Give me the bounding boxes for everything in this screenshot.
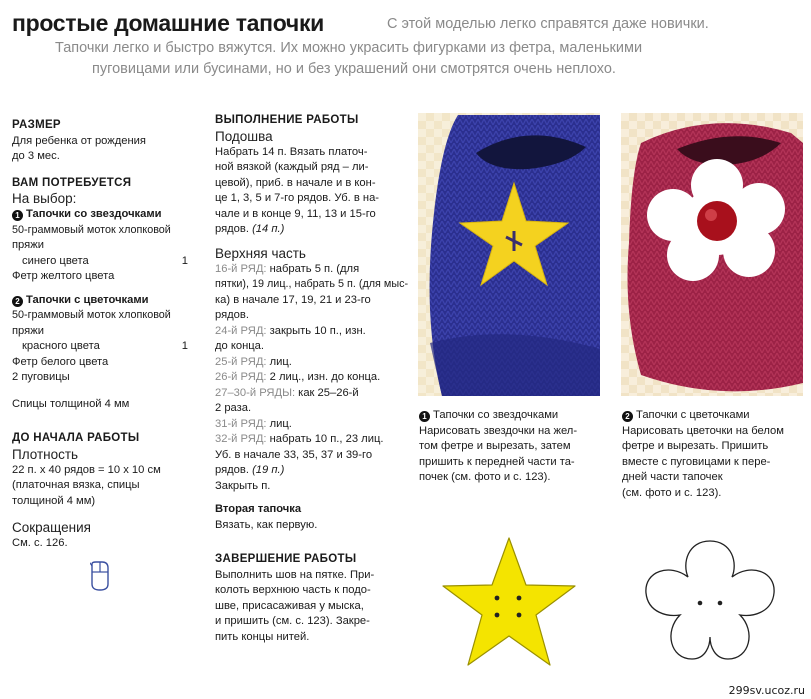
variant-2-qty: 1 [181,340,188,352]
density-title: Плотность [12,446,79,462]
upper-stitch-count: (19 п.) [252,464,285,476]
upper-row-16-l4: рядов. [215,309,249,321]
variant-1-marker: 1 [12,210,23,221]
page-subtitle: С этой моделью легко справятся даже новички. [387,16,709,32]
size-heading: РАЗМЕР [12,119,61,131]
variant-1-line-4: Фетр желтого цвета [12,270,115,282]
row-31-label: 31-й РЯД: [215,417,267,430]
abbr-text: См. с. 126. [12,537,68,549]
flower-template [640,535,780,665]
density-line-2: (платочная вязка, спицы [12,479,140,491]
sole-line-5: чале и в конце 9, 11, 13 и 15-го [215,207,376,220]
upper-rows-27-30-l2: 2 раза. [215,402,252,414]
row-32-label: 32-й РЯД: [215,433,267,445]
upper-row-31 [215,417,405,433]
upper-row-32-l3 [215,463,405,479]
caption-1-line-4: почек (см. фото и с. 123). [419,471,551,483]
needles-text: Спицы толщиной 4 мм [12,397,130,410]
star-template [440,535,578,670]
row-16-label: 16-й РЯД: [215,262,267,275]
finish-line-3: шве, присасаживая у мыска, [215,599,364,612]
variant-2-line-1: 50-граммовый моток хлопковой [12,309,171,321]
variant-2-marker: 2 [12,296,23,307]
upper-row-25 [215,355,405,371]
photo-blue-slipper [418,113,600,396]
caption-1-marker: 1 [419,411,430,422]
caption-2-line-5: (см. фото и с. 123). [622,486,722,499]
variant-2-title-text: Тапочки с цветочками [26,293,149,306]
upper-row-32-l2: Уб. в начале 33, 35, 37 и 39-го [215,448,373,461]
sole-line-4: це 1, 3, 5 и 7-го рядов. Уб. в на- [215,192,380,204]
caption-2-line-4: дней части тапочек [622,471,723,483]
rows-27-30-text: как 25–26-й [295,386,359,399]
row-24-label: 24-й РЯД: [215,324,267,337]
upper-row-32-l5: Закрыть п. [215,479,271,492]
variant-1-title [12,207,188,223]
sole-line-1: Набрать 14 п. Вязать платоч- [215,145,368,158]
caption-1 [419,408,604,486]
variant-2-title [12,293,188,309]
variant-1-line-1: 50-граммовый моток хлопковой [12,223,171,236]
watermark: 299sv.ucoz.ru [728,684,805,697]
row-25-label: 25-й РЯД: [215,355,267,368]
caption-1-line-2: том фетре и вырезать, затем [419,440,571,452]
variant-2-qty-row [12,339,188,355]
size-text-2: до 3 мес. [12,150,60,162]
upper-row-24 [215,324,405,340]
row-31-text: лиц. [266,417,292,430]
upper-row-24-l2: до конца. [215,340,265,352]
upper-row-26 [215,370,405,386]
caption-2-marker: 2 [622,411,633,422]
caption-2-line-2: фетре и вырезать. Пришить [622,440,769,452]
caption-2-line-3: вместе с пуговицами к пере- [622,455,771,468]
sole-line-6 [215,222,405,238]
before-heading: ДО НАЧАЛА РАБОТЫ [12,432,140,444]
middle-column [215,113,409,645]
row-25-text: лиц. [266,355,292,368]
variant-1-title-text: Тапочки со звездочками [26,208,162,220]
page-title: простые домашние тапочки [12,10,325,36]
second-text: Вязать, как первую. [215,518,318,531]
sole-title: Подошва [215,128,273,144]
size-text-1: Для ребенка от рождения [12,134,146,147]
sole-stitch-count: (14 п.) [252,223,285,235]
row-32-l3-text: рядов. [215,464,249,476]
finish-line-4: и пришить (см. с. 123). Закре- [215,615,370,627]
left-column [12,118,188,552]
variant-1-qty: 1 [181,254,188,267]
sole-line-2: ной вязкой (каждый ряд – ли- [215,161,369,173]
needs-heading: ВАМ ПОТРЕБУЕТСЯ [12,176,132,189]
variant-2-line-3: красного цвета [22,340,100,352]
sole-line-3: цевой), приб. в начале и в кон- [215,176,376,189]
mouse-icon [90,560,110,592]
caption-2-title-text: Тапочки с цветочками [636,409,750,421]
caption-1-line-3: пришить к передней части та- [419,455,575,468]
intro-line-1: Тапочки легко и быстро вяжутся. Их можно украсить фигурками из фетра, маленькими [55,40,643,56]
sole-line-6-text: рядов. [215,223,249,235]
intro-line-2: пуговицами или бусинами, но и без украшений они смотрятся очень неплохо. [92,61,616,77]
upper-row-16-l2: пятки), 19 лиц., набрать 5 п. (для мыс- [215,278,409,290]
caption-2-title [622,408,807,424]
upper-rows-27-30 [215,386,405,402]
finish-line-2: колоть верхнюю часть к подо- [215,584,371,596]
abbr-title: Сокращения [12,520,91,535]
choice-label: На выбор: [12,191,77,206]
variant-2-line-4: Фетр белого цвета [12,355,109,368]
rows-27-30-label: 27–30-й РЯДЫ: [215,386,296,399]
variant-2-line-2: пряжи [12,324,44,337]
photo-red-slipper [621,113,803,396]
upper-row-16 [215,262,405,278]
finish-heading: ЗАВЕРШЕНИЕ РАБОТЫ [215,553,357,565]
row-26-text: 2 лиц., изн. до конца. [266,371,381,383]
finish-line-1: Выполнить шов на пятке. При- [215,568,375,581]
second-title: Вторая тапочка [215,503,302,515]
exec-heading: ВЫПОЛНЕНИЕ РАБОТЫ [215,114,359,126]
variant-2-line-5: 2 пуговицы [12,371,70,383]
upper-row-32 [215,432,405,448]
upper-row-16-l3: ка) в начале 17, 19, 21 и 23-го [215,293,371,306]
row-16-text: набрать 5 п. (для [266,262,360,275]
upper-title: Верхняя часть [215,245,306,261]
density-line-1: 22 п. х 40 рядов = 10 х 10 см [12,463,161,476]
row-26-label: 26-й РЯД: [215,371,267,383]
row-32-text: набрать 10 п., 23 лиц. [266,433,384,445]
row-24-text: закрыть 10 п., изн. [266,324,366,337]
caption-2-line-1: Нарисовать цветочки на белом [622,424,784,437]
caption-2 [622,408,807,501]
variant-1-qty-row [12,254,188,270]
finish-line-5: пить концы нитей. [215,630,310,643]
caption-1-line-1: Нарисовать звездочки на жел- [419,424,578,437]
density-line-3: толщиной 4 мм) [12,494,96,507]
variant-1-line-2: пряжи [12,239,44,251]
caption-1-title [419,408,604,424]
variant-1-line-3: синего цвета [22,254,89,267]
caption-1-title-text: Тапочки со звездочками [433,409,559,421]
